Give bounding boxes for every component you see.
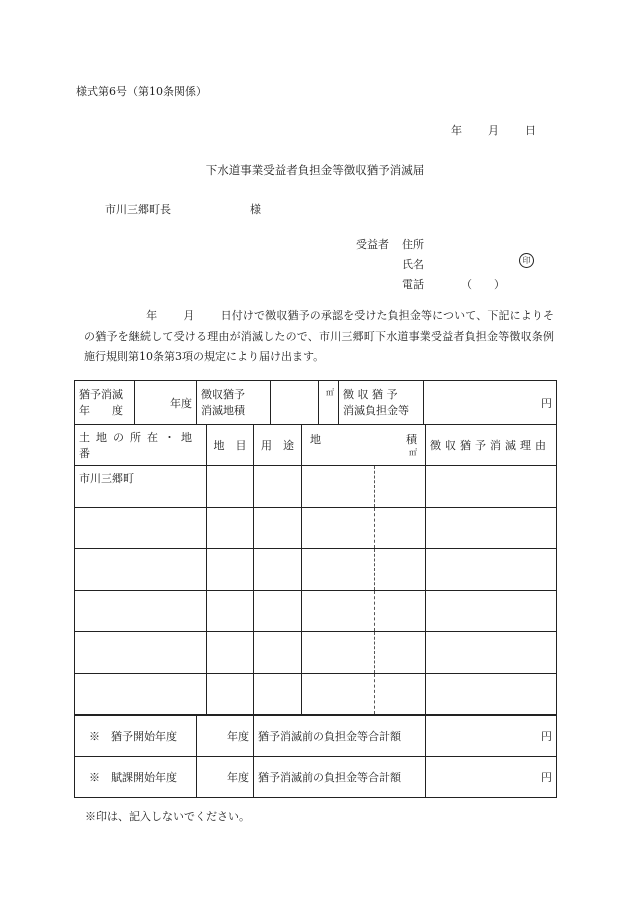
name-label: 氏名 xyxy=(402,258,424,271)
land-category-cell[interactable] xyxy=(207,466,254,508)
header-location: 土地の所在・地番 xyxy=(75,425,207,466)
lapse-year-field[interactable]: 年度 xyxy=(135,381,197,425)
location-cell[interactable]: 市川三郷町 xyxy=(75,466,207,508)
table-row xyxy=(75,590,557,632)
reason-cell[interactable] xyxy=(426,632,557,674)
area-int-cell[interactable] xyxy=(302,590,375,632)
area-int-cell[interactable] xyxy=(302,632,375,674)
total-label: 猶予消滅前の負担金等合計額 xyxy=(254,757,426,798)
reason-cell[interactable] xyxy=(426,549,557,591)
land-category-cell[interactable] xyxy=(207,632,254,674)
addressee-honorific: 様 xyxy=(250,203,261,216)
total-field[interactable]: 円 xyxy=(426,716,557,757)
phone-parens: （ ） xyxy=(461,278,505,291)
area-dec-cell[interactable] xyxy=(375,673,426,715)
deferral-start-label: ※ 猶予開始年度 xyxy=(75,716,197,757)
area-int-cell[interactable] xyxy=(302,466,375,508)
page-title: 下水道事業受益者負担金等徴収猶予消滅届 xyxy=(205,163,425,177)
table-row xyxy=(75,632,557,674)
date-year: 年 xyxy=(451,124,462,137)
land-category-cell[interactable] xyxy=(207,590,254,632)
use-cell[interactable] xyxy=(254,673,302,715)
reason-cell[interactable] xyxy=(426,466,557,508)
sqm-unit: ㎡ xyxy=(319,381,339,425)
addressee: 市川三郷町長 xyxy=(105,203,171,216)
land-category-cell[interactable] xyxy=(207,549,254,591)
area-dec-cell[interactable] xyxy=(375,507,426,549)
location-cell[interactable] xyxy=(75,673,207,715)
reason-cell[interactable] xyxy=(426,673,557,715)
total-field[interactable]: 円 xyxy=(426,757,557,798)
location-cell[interactable] xyxy=(75,632,207,674)
land-category-cell[interactable] xyxy=(207,673,254,715)
table-row xyxy=(75,466,557,508)
area-int-cell[interactable] xyxy=(302,673,375,715)
table-row xyxy=(75,757,557,798)
body-year: 年 xyxy=(146,309,158,322)
area-int-cell[interactable] xyxy=(302,507,375,549)
assessment-start-label: ※ 賦課開始年度 xyxy=(75,757,197,798)
header-land-category: 地 目 xyxy=(207,425,254,466)
body-month: 月 xyxy=(183,309,195,322)
lapse-area-field[interactable] xyxy=(271,381,319,425)
header-reason: 徴収猶予消滅理由 xyxy=(426,425,557,466)
table-row xyxy=(75,716,557,757)
start-year-table xyxy=(74,715,557,798)
date-day: 日 xyxy=(525,124,536,137)
land-table xyxy=(74,424,557,715)
body-text: 日付けで徴収猶予の承認を受けた負担金等について、下記によりその猶予を継続して受ける理由が消滅したので、市川三郷町下水道事業受益者負担金等徴収条例施行規則第10条第3項の規定により届け出ます。 xyxy=(84,309,555,363)
total-label: 猶予消滅前の負担金等合計額 xyxy=(254,716,426,757)
use-cell[interactable] xyxy=(254,549,302,591)
address-label: 住所 xyxy=(402,238,424,251)
header-use: 用 途 xyxy=(254,425,302,466)
applicant-role: 受益者 xyxy=(356,238,389,251)
use-cell[interactable] xyxy=(254,466,302,508)
date-month: 月 xyxy=(488,124,499,137)
area-dec-cell[interactable] xyxy=(375,466,426,508)
lapse-year-label: 猶予消滅 年 度 xyxy=(75,381,135,425)
use-cell[interactable] xyxy=(254,507,302,549)
lapse-amount-label: 徴 収 猶 予 消滅負担金等 xyxy=(339,381,424,425)
header-area: 地 積 ㎡ xyxy=(302,425,426,466)
use-cell[interactable] xyxy=(254,590,302,632)
seal-mark: 印 xyxy=(519,253,534,268)
footnote: ※印は、記入しないでください。 xyxy=(85,810,250,823)
location-cell[interactable] xyxy=(75,549,207,591)
table-row xyxy=(75,549,557,591)
area-int-cell[interactable] xyxy=(302,549,375,591)
assessment-start-field[interactable]: 年度 xyxy=(197,757,254,798)
area-dec-cell[interactable] xyxy=(375,590,426,632)
date-line xyxy=(451,122,536,138)
lapse-area-label: 徴収猶予 消滅地積 xyxy=(197,381,271,425)
body-paragraph xyxy=(84,306,554,368)
phone-label: 電話 xyxy=(402,278,424,291)
lapse-amount-field[interactable]: 円 xyxy=(424,381,557,425)
form-number: 様式第6号（第10条関係） xyxy=(76,85,207,98)
reason-cell[interactable] xyxy=(426,507,557,549)
table-row xyxy=(75,673,557,715)
land-category-cell[interactable] xyxy=(207,507,254,549)
location-cell[interactable] xyxy=(75,590,207,632)
reason-cell[interactable] xyxy=(426,590,557,632)
area-dec-cell[interactable] xyxy=(375,549,426,591)
deferral-start-field[interactable]: 年度 xyxy=(197,716,254,757)
area-dec-cell[interactable] xyxy=(375,632,426,674)
table-row xyxy=(75,507,557,549)
use-cell[interactable] xyxy=(254,632,302,674)
location-cell[interactable] xyxy=(75,507,207,549)
summary-table xyxy=(74,380,557,425)
